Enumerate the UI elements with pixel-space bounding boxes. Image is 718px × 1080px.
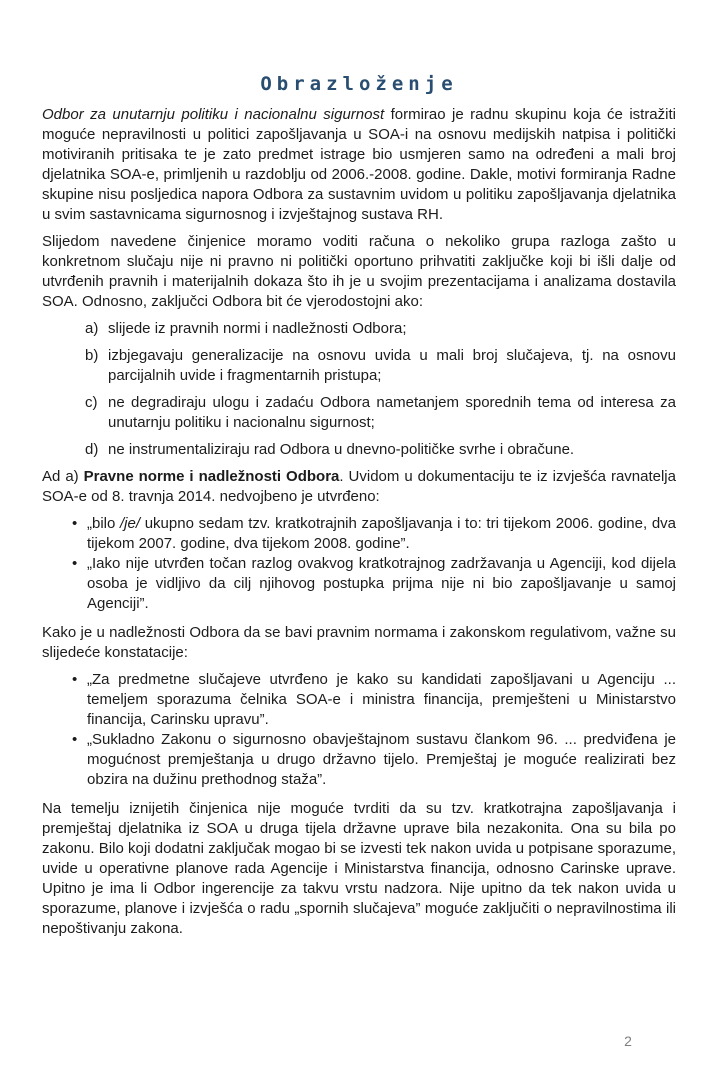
bullet-2-1-text: „Za predmetne slučajeve utvrđeno je kako su kandidati zapošljavani u Agenciju ... temeljem sporazuma čelnika SOA-e i ministra financija, premješteni u Ministarstvo financija, Carinsku upravu”. — [87, 671, 676, 728]
list-item-c — [42, 393, 676, 433]
bullet-list-1 — [42, 514, 676, 614]
document-content — [42, 74, 676, 946]
list-marker-a: a) — [85, 320, 99, 337]
list-marker-b: b) — [85, 347, 99, 364]
list-item-d — [42, 440, 676, 460]
bullet-1-1-post: ukupno sedam tzv. kratkotrajnih zapošljavanja i to: tri tijekom 2006. godine, dva tijekom 2007. godine, dva tijekom 2008. godine”. — [87, 515, 676, 552]
paragraph-slijedom: Slijedom navedene činjenice moramo voditi računa o nekoliko grupa razloga zašto u konkretnom slučaju nije ni pravno ni politički oportuno prihvatiti zaključke koji bi išli dalje od utvrđenih pravnih i materijalnih dokaza što ih je u svojim prezentacijama i analizama dostavila SOA. Odnosno, zaključci Odbora bit će vjerodostojni ako: — [42, 233, 676, 310]
paragraph-intro-rest: formirao je radnu skupinu koja će istražiti moguće nepravilnosti u politici zapošljavanja u SOA-i na osnovu medijskih natpisa i politički motiviranih pritisaka te je zato predmet istrage bio usmjeren samo na određeni a mali broj djelatnika SOA-e, primljenih u razdoblju od 2006.-2008. godine. Dakle, motivi formiranja Radne skupine nisu posljedica napora Odbora za sustavnim uvidom u politiku zapošljavanja djelatnika u svim sastavnicama sigurnosnog i izvještajnog sustava RH. — [42, 106, 676, 223]
list-item-b — [42, 346, 676, 386]
list-item-a — [42, 319, 676, 339]
alpha-list — [42, 319, 676, 460]
list-item-d-text: ne instrumentaliziraju rad Odbora u dnevno-političke svrhe i obračune. — [108, 441, 575, 458]
bullet-2-2-text: „Sukladno Zakonu o sigurnosno obavještajnom sustavu člankom 96. ... predviđena je mogućnost premještanja u drugo državno tijelo. Premještaj je moguće realizirati bez obzira na dužinu prethodnog staža”. — [87, 731, 676, 788]
paragraph-intro — [42, 105, 676, 225]
paragraph-ad-a-prefix: Ad a) — [42, 468, 84, 485]
list-marker-d: d) — [85, 441, 99, 458]
list-marker-c: c) — [85, 394, 98, 411]
bullet-item — [42, 730, 676, 790]
bullet-1-1-italic: /je/ — [120, 515, 141, 532]
bullet-icon: • — [72, 731, 78, 748]
bullet-1-1-pre: „bilo — [87, 515, 121, 532]
bullet-item — [42, 554, 676, 614]
bullet-icon: • — [72, 515, 78, 532]
paragraph-intro-italic-lead: Odbor za unutarnju politiku i nacionalnu sigurnost — [42, 106, 385, 123]
list-item-c-text: ne degradiraju ulogu i zadaću Odbora nametanjem sporednih tema od interesa za unutarnju politiku i nacionalnu sigurnost; — [108, 394, 676, 431]
paragraph-final: Na temelju iznijetih činjenica nije moguće tvrditi da su tzv. kratkotrajna zapošljavanja i premještaj djelatnika iz SOA u druga tijela državne uprave bila nezakonita. Ona su bila po zakonu. Bilo koji dodatni zaključak mogao bi se izvesti tek nakon uvida u potpisane sporazume, uvide u operativne planove rada Agencije i Ministarstva financija, odnosno Carinske uprave. Upitno je ima li Odbor ingerencije za takvu vrstu nadzora. Nije upitno da tek nakon uvida u sporazume, planove i izvješća o radu „spornih slučajeva” moguće zaključiti o nepravilnostima ili nepoštivanju zakona. — [42, 800, 676, 937]
bullet-item — [42, 670, 676, 730]
bullet-item — [42, 514, 676, 554]
paragraph-kako: Kako je u nadležnosti Odbora da se bavi pravnim normama i zakonskom regulativom, važne su slijedeće konstatacije: — [42, 624, 676, 661]
bullet-list-2 — [42, 670, 676, 790]
paragraph-ad-a-bold: Pravne norme i nadležnosti Odbora — [83, 468, 340, 485]
list-item-a-text: slijede iz pravnih normi i nadležnosti Odbora; — [108, 320, 407, 337]
list-item-b-text: izbjegavaju generalizacije na osnovu uvida u mali broj slučajeva, tj. na osnovu parcijalnih uvide i fragmentarnih pristupa; — [108, 347, 676, 384]
bullet-icon: • — [72, 555, 78, 572]
document-title: Obrazloženje — [260, 73, 458, 95]
bullet-1-1-text — [87, 514, 676, 554]
bullet-icon: • — [72, 671, 78, 688]
paragraph-ad-a-rest: . Uvidom u dokumentaciju te iz izvješća ravnatelja SOA-e od 8. travnja 2014. nedvojbeno je utvrđeno: — [42, 468, 676, 505]
bullet-1-2-text: „Iako nije utvrđen točan razlog ovakvog kratkotrajnog zadržavanja u Agenciji, kod dijela osoba je vidljivo da cilj njihovog postupka prijma nije ni bio zapošljavanje u samoj Agenciji”. — [87, 555, 676, 612]
paragraph-ad-a — [42, 467, 676, 507]
page-number: 2 — [624, 1033, 632, 1049]
